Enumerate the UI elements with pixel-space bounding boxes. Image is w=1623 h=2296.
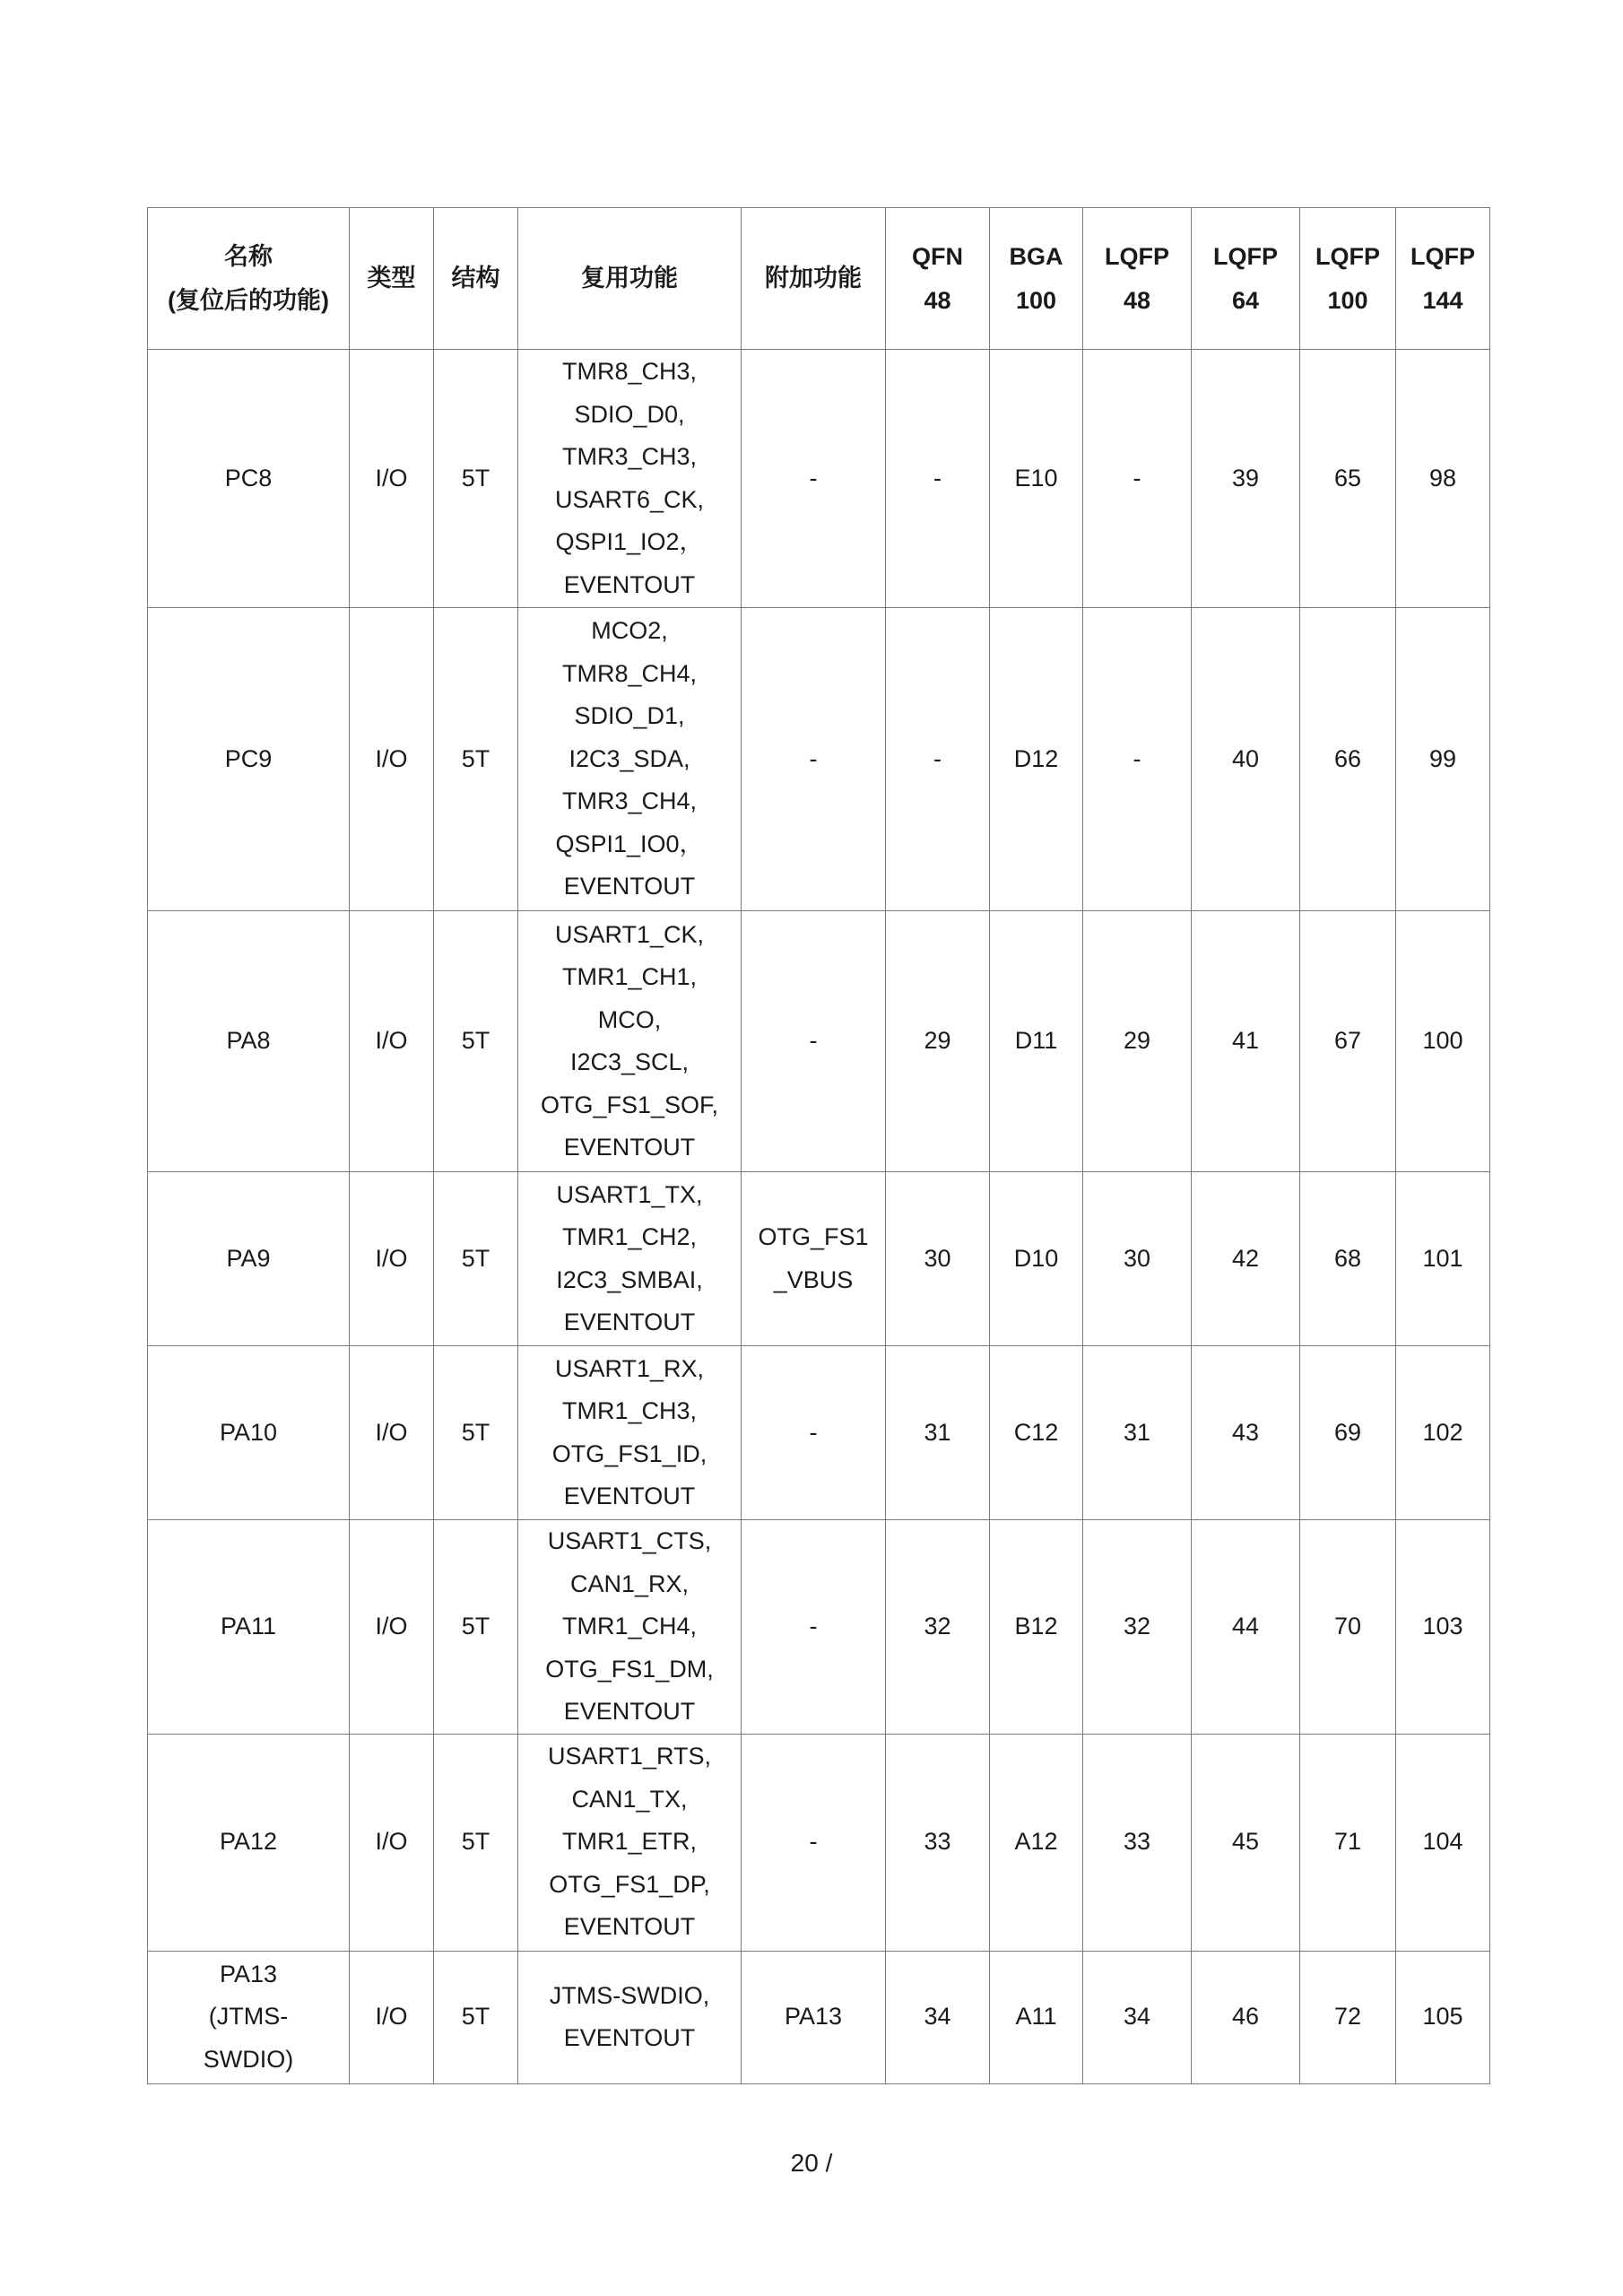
pin-name-cell	[148, 608, 350, 911]
header-structure	[434, 208, 518, 350]
cell-line: PC9	[224, 744, 273, 772]
table-row	[148, 1346, 1490, 1520]
header-line: 名称	[224, 242, 273, 270]
lqfp64-cell: 46	[1192, 1951, 1300, 2083]
lqfp144-cell: 105	[1396, 1951, 1490, 2083]
qfn48-cell: 33	[886, 1734, 990, 1951]
bga100-cell: B12	[990, 1520, 1083, 1735]
header-line: 类型	[367, 265, 416, 291]
cell-line: USART6_CK,	[554, 485, 705, 513]
pin-name-cell	[148, 1520, 350, 1735]
cell-line: QSPI1_IO0，	[555, 830, 704, 857]
bga100-cell: D11	[990, 911, 1083, 1172]
cell-line: OTG_FS1	[758, 1223, 869, 1250]
lqfp100-cell: 65	[1300, 350, 1396, 608]
lqfp48-cell: 31	[1083, 1346, 1192, 1520]
alt-functions-cell	[518, 1951, 742, 2083]
cell-line: OTG_FS1_ID,	[551, 1439, 707, 1467]
table-row	[148, 1951, 1490, 2083]
lqfp100-cell: 66	[1300, 608, 1396, 911]
additional-functions-cell	[742, 1734, 886, 1951]
cell-line: OTG_FS1_SOF,	[540, 1091, 719, 1118]
cell-line: MCO2,	[591, 617, 668, 645]
lqfp100-cell: 68	[1300, 1172, 1396, 1346]
header-line: 64	[1231, 286, 1260, 314]
alt-functions-cell	[518, 1172, 742, 1346]
table-body	[148, 350, 1490, 2084]
header-lqfp144	[1396, 208, 1490, 350]
lqfp100-cell: 67	[1300, 911, 1396, 1172]
alt-functions-cell	[518, 608, 742, 911]
pin-structure-cell: 5T	[434, 1734, 518, 1951]
pin-name-cell	[148, 1346, 350, 1520]
cell-line: (JTMS-	[208, 2003, 289, 2031]
cell-line: EVENTOUT	[563, 570, 696, 598]
pin-structure-cell: 5T	[434, 350, 518, 608]
cell-line: -	[809, 1418, 818, 1446]
pin-structure-cell: 5T	[434, 1346, 518, 1520]
pin-definition-table	[147, 207, 1490, 2084]
header-line: BGA	[1009, 242, 1063, 270]
cell-line: TMR1_ETR,	[561, 1828, 698, 1856]
lqfp64-cell: 40	[1192, 608, 1300, 911]
pin-name-cell	[148, 911, 350, 1172]
lqfp100-cell: 72	[1300, 1951, 1396, 2083]
cell-line: MCO,	[597, 1005, 662, 1033]
lqfp100-cell: 69	[1300, 1346, 1396, 1520]
lqfp144-cell: 103	[1396, 1520, 1490, 1735]
bga100-cell: C12	[990, 1346, 1083, 1520]
header-line: 复用功能	[581, 265, 678, 291]
pin-name-cell	[148, 1951, 350, 2083]
lqfp144-cell: 100	[1396, 911, 1490, 1172]
cell-line: -	[809, 1828, 818, 1856]
cell-line: EVENTOUT	[563, 1309, 696, 1335]
table-row	[148, 1520, 1490, 1735]
cell-line: SDIO_D1,	[574, 702, 685, 730]
lqfp48-cell: -	[1083, 350, 1192, 608]
cell-line: JTMS-SWDIO,	[549, 1981, 710, 2009]
cell-line: -	[809, 1027, 818, 1055]
lqfp100-cell: 71	[1300, 1734, 1396, 1951]
header-alt-functions	[518, 208, 742, 350]
pin-structure-cell: 5T	[434, 1172, 518, 1346]
lqfp144-cell: 101	[1396, 1172, 1490, 1346]
lqfp64-cell: 43	[1192, 1346, 1300, 1520]
cell-line: PA8	[226, 1027, 271, 1055]
cell-line: TMR8_CH4,	[561, 659, 698, 687]
cell-line: PA11	[220, 1613, 277, 1639]
lqfp64-cell: 39	[1192, 350, 1300, 608]
cell-line: CAN1_RX,	[569, 1570, 690, 1597]
pin-name-cell	[148, 1734, 350, 1951]
cell-line: PA13	[784, 2003, 843, 2031]
pin-type-cell: I/O	[350, 1520, 434, 1735]
cell-line: OTG_FS1_DP,	[549, 1870, 710, 1898]
pin-type-cell: I/O	[350, 1734, 434, 1951]
cell-line: PA12	[219, 1828, 278, 1856]
cell-line: I2C3_SCL,	[569, 1048, 690, 1075]
header-line: 48	[1123, 286, 1151, 314]
alt-functions-cell	[518, 1346, 742, 1520]
lqfp144-cell: 102	[1396, 1346, 1490, 1520]
additional-functions-cell	[742, 1520, 886, 1735]
cell-line: SWDIO)	[203, 2045, 294, 2073]
pin-type-cell: I/O	[350, 608, 434, 911]
cell-line: TMR3_CH3,	[561, 443, 698, 470]
header-type	[350, 208, 434, 350]
header-line: 144	[1422, 286, 1463, 314]
pin-name-cell	[148, 1172, 350, 1346]
bga100-cell: D12	[990, 608, 1083, 911]
alt-functions-cell	[518, 1520, 742, 1735]
qfn48-cell: 32	[886, 1520, 990, 1735]
cell-line: PC8	[224, 464, 273, 491]
lqfp100-cell: 70	[1300, 1520, 1396, 1735]
cell-line: TMR3_CH4,	[561, 787, 698, 815]
header-line: LQFP	[1410, 242, 1475, 270]
additional-functions-cell	[742, 1346, 886, 1520]
pin-type-cell: I/O	[350, 350, 434, 608]
additional-functions-cell	[742, 1172, 886, 1346]
cell-line: QSPI1_IO2，	[555, 528, 704, 555]
lqfp48-cell: 30	[1083, 1172, 1192, 1346]
lqfp144-cell: 98	[1396, 350, 1490, 608]
cell-line: EVENTOUT	[563, 1483, 696, 1509]
header-line: 100	[1015, 286, 1057, 314]
lqfp48-cell: -	[1083, 608, 1192, 911]
cell-line: TMR1_CH4,	[561, 1613, 698, 1639]
qfn48-cell: -	[886, 608, 990, 911]
cell-line: TMR8_CH3,	[561, 358, 698, 385]
header-line: 附加功能	[765, 265, 862, 291]
table-row	[148, 1734, 1490, 1951]
qfn48-cell: 34	[886, 1951, 990, 2083]
lqfp48-cell: 32	[1083, 1520, 1192, 1735]
pin-type-cell: I/O	[350, 911, 434, 1172]
alt-functions-cell	[518, 1734, 742, 1951]
cell-line: I2C3_SDA,	[568, 744, 690, 772]
pin-name-cell	[148, 350, 350, 608]
header-line: QFN	[912, 242, 963, 270]
cell-line: I2C3_SMBAI,	[556, 1265, 703, 1293]
header-line: 结构	[451, 265, 500, 291]
cell-line: EVENTOUT	[563, 1698, 696, 1725]
lqfp64-cell: 44	[1192, 1520, 1300, 1735]
qfn48-cell: 30	[886, 1172, 990, 1346]
page-number: 20 /	[790, 2149, 833, 2177]
pin-type-cell: I/O	[350, 1172, 434, 1346]
cell-line: -	[809, 464, 818, 491]
additional-functions-cell	[742, 911, 886, 1172]
table-row	[148, 911, 1490, 1172]
table-row	[148, 1172, 1490, 1346]
header-name	[148, 208, 350, 350]
cell-line: -	[809, 744, 818, 772]
cell-line: OTG_FS1_DM,	[545, 1655, 714, 1683]
header-line: (复位后的功能)	[168, 286, 329, 314]
qfn48-cell: -	[886, 350, 990, 608]
cell-line: _VBUS	[773, 1265, 854, 1293]
header-bga100	[990, 208, 1083, 350]
header-line: LQFP	[1315, 242, 1380, 270]
header-qfn48	[886, 208, 990, 350]
cell-line: TMR1_CH2,	[561, 1223, 698, 1250]
cell-line: TMR1_CH3,	[561, 1397, 698, 1424]
lqfp48-cell: 29	[1083, 911, 1192, 1172]
cell-line: EVENTOUT	[563, 1134, 696, 1161]
header-lqfp48	[1083, 208, 1192, 350]
cell-line: PA10	[219, 1418, 278, 1446]
pin-type-cell: I/O	[350, 1951, 434, 2083]
lqfp144-cell: 99	[1396, 608, 1490, 911]
bga100-cell: A11	[990, 1951, 1083, 2083]
cell-line: CAN1_TX,	[571, 1785, 688, 1813]
header-lqfp100	[1300, 208, 1396, 350]
header-line: LQFP	[1105, 242, 1169, 270]
cell-line: SDIO_D0,	[574, 400, 685, 428]
pin-structure-cell: 5T	[434, 1520, 518, 1735]
bga100-cell: D10	[990, 1172, 1083, 1346]
header-line: 100	[1327, 286, 1368, 314]
bga100-cell: A12	[990, 1734, 1083, 1951]
additional-functions-cell	[742, 608, 886, 911]
cell-line: EVENTOUT	[563, 873, 696, 900]
additional-functions-cell	[742, 1951, 886, 2083]
lqfp64-cell: 42	[1192, 1172, 1300, 1346]
lqfp48-cell: 33	[1083, 1734, 1192, 1951]
header-line: 48	[924, 286, 951, 314]
header-additional-functions	[742, 208, 886, 350]
alt-functions-cell	[518, 350, 742, 608]
cell-line: TMR1_CH1,	[561, 963, 698, 990]
header-line: LQFP	[1213, 242, 1278, 270]
cell-line: EVENTOUT	[563, 2024, 696, 2051]
cell-line: EVENTOUT	[563, 1913, 696, 1941]
lqfp48-cell: 34	[1083, 1951, 1192, 2083]
cell-line: -	[809, 1613, 818, 1639]
alt-functions-cell	[518, 911, 742, 1172]
cell-line: USART1_CK,	[554, 920, 705, 948]
table-row	[148, 608, 1490, 911]
qfn48-cell: 31	[886, 1346, 990, 1520]
cell-line: PA13	[219, 1960, 278, 1987]
bga100-cell: E10	[990, 350, 1083, 608]
lqfp144-cell: 104	[1396, 1734, 1490, 1951]
cell-line: USART1_CTS,	[547, 1527, 712, 1554]
cell-line: USART1_RTS,	[547, 1743, 712, 1770]
pin-structure-cell: 5T	[434, 1951, 518, 2083]
pin-type-cell: I/O	[350, 1346, 434, 1520]
cell-line: USART1_TX,	[556, 1180, 703, 1208]
qfn48-cell: 29	[886, 911, 990, 1172]
cell-line: PA9	[226, 1244, 271, 1272]
lqfp64-cell: 41	[1192, 911, 1300, 1172]
table-header-row	[148, 208, 1490, 350]
cell-line: USART1_RX,	[554, 1354, 705, 1382]
pin-structure-cell: 5T	[434, 911, 518, 1172]
table-row	[148, 350, 1490, 608]
lqfp64-cell: 45	[1192, 1734, 1300, 1951]
additional-functions-cell	[742, 350, 886, 608]
header-lqfp64	[1192, 208, 1300, 350]
pin-structure-cell: 5T	[434, 608, 518, 911]
